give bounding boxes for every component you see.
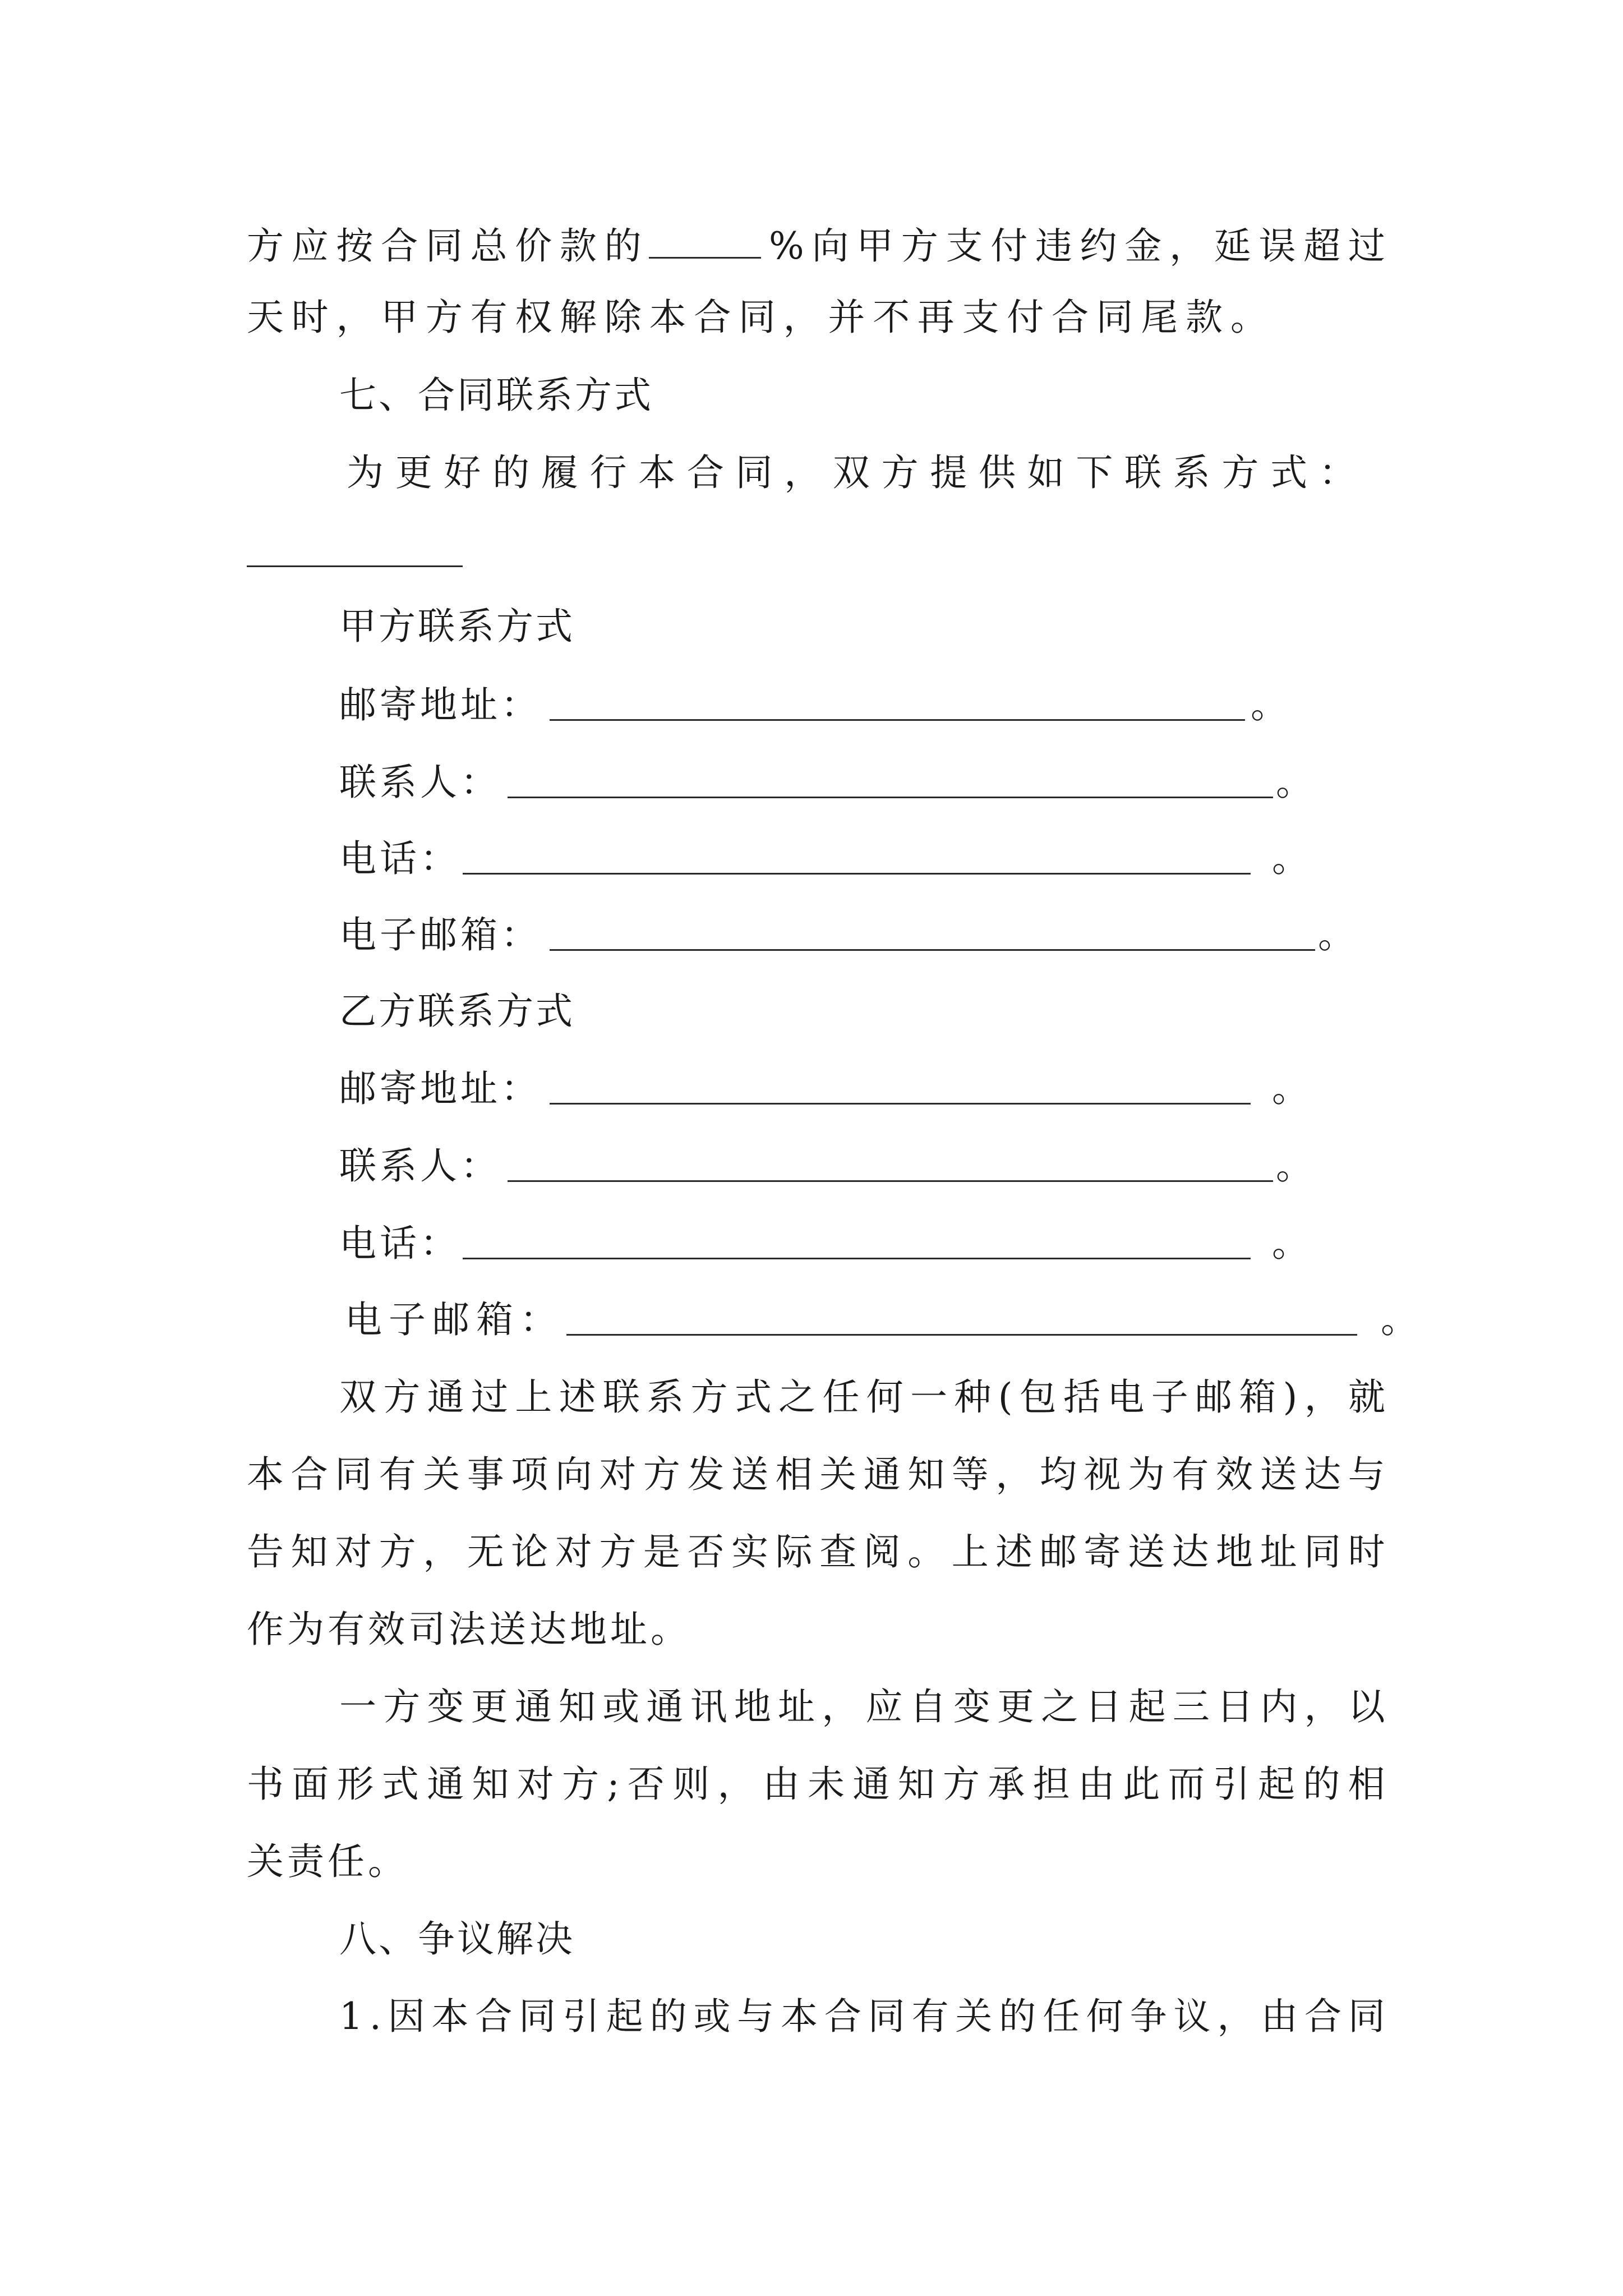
- change-paragraph-line-2: 书 面 形 式 通 知 对 方 ; 否 则 ， 由 未 通 知 方 承 担 由 此 而 引 起 的 相: [247, 1763, 1385, 1806]
- party-a-address-period: 。: [1251, 683, 1288, 726]
- notice-paragraph-line-4: 作为有效司法送达地址。: [247, 1608, 691, 1651]
- section7-intro: 为 更 好 的 履 行 本 合 同 ， 双 方 提 供 如 下 联 系 方 式 ：: [347, 451, 1356, 494]
- change-paragraph-line-1: 一 方 变 更 通 知 或 通 讯 地 址 ， 应 自 变 更 之 日 起 三 日 内 ， 以: [339, 1685, 1385, 1728]
- party-a-phone-blank: [463, 873, 1251, 875]
- party-b-address-label: 邮寄地址：: [339, 1067, 541, 1110]
- party-b-email-blank: [566, 1334, 1357, 1336]
- party-a-phone-label: 电话：: [339, 837, 460, 880]
- party-a-phone-period: 。: [1272, 837, 1309, 880]
- termination-line: 天 时 ， 甲 方 有 权 解 除 本 合 同 ， 并 不 再 支 付 合 同 尾 款 。: [247, 296, 1267, 339]
- party-a-address-blank: [550, 719, 1245, 721]
- party-b-address-blank: [550, 1103, 1251, 1105]
- party-b-contact-period: 。: [1276, 1144, 1313, 1188]
- party-b-email-label: 电子邮箱：: [345, 1298, 564, 1341]
- notice-paragraph-line-1: 双 方 通 过 上 述 联 系 方 式 之 任 何 一 种 ( 包 括 电 子 邮 箱 ) ， 就: [339, 1375, 1385, 1419]
- party-b-phone-period: 。: [1272, 1222, 1309, 1265]
- party-a-contact-blank: [508, 797, 1273, 798]
- party-a-email-label: 电子邮箱：: [339, 913, 541, 956]
- party-a-contact-label: 联系人：: [339, 761, 501, 804]
- party-b-contact-blank: [508, 1180, 1273, 1182]
- penalty-percent-blank: [649, 224, 761, 259]
- party-a-email-period: 。: [1318, 913, 1355, 956]
- penalty-line: 方 应 按 合 同 总 价 款 的 % 向 甲 方 支 付 违 约 金 ， 延 误 超 过: [247, 224, 1385, 268]
- change-paragraph-line-3: 关责任。: [247, 1840, 408, 1883]
- party-a-email-blank: [550, 949, 1315, 951]
- party-a-contact-period: 。: [1276, 761, 1313, 804]
- party-a-address-label: 邮寄地址：: [339, 683, 541, 726]
- party-b-email-period: 。: [1381, 1298, 1418, 1341]
- notice-paragraph-line-3: 告 知 对 方 ， 无 论 对 方 是 否 实 际 查 阅 。 上 述 邮 寄 送 达 地 址 同 时: [247, 1530, 1385, 1573]
- party-a-heading: 甲方联系方式: [339, 605, 575, 648]
- party-b-contact-label: 联系人：: [339, 1144, 501, 1188]
- party-b-phone-blank: [463, 1258, 1251, 1259]
- party-b-phone-label: 电话：: [339, 1222, 460, 1265]
- section8-heading: 八、争议解决: [339, 1917, 575, 1961]
- section7-heading: 七、合同联系方式: [339, 374, 653, 417]
- party-b-address-period: 。: [1272, 1067, 1309, 1110]
- party-b-heading: 乙方联系方式: [339, 990, 575, 1033]
- notice-paragraph-line-2: 本 合 同 有 关 事 项 向 对 方 发 送 相 关 通 知 等 ， 均 视 为 有 效 送 达 与: [247, 1453, 1385, 1496]
- intro-blank-rule: [247, 565, 463, 567]
- section8-item-1: 1 . 因 本 合 同 引 起 的 或 与 本 合 同 有 关 的 任 何 争 议 ， 由 合 同: [339, 1995, 1385, 2038]
